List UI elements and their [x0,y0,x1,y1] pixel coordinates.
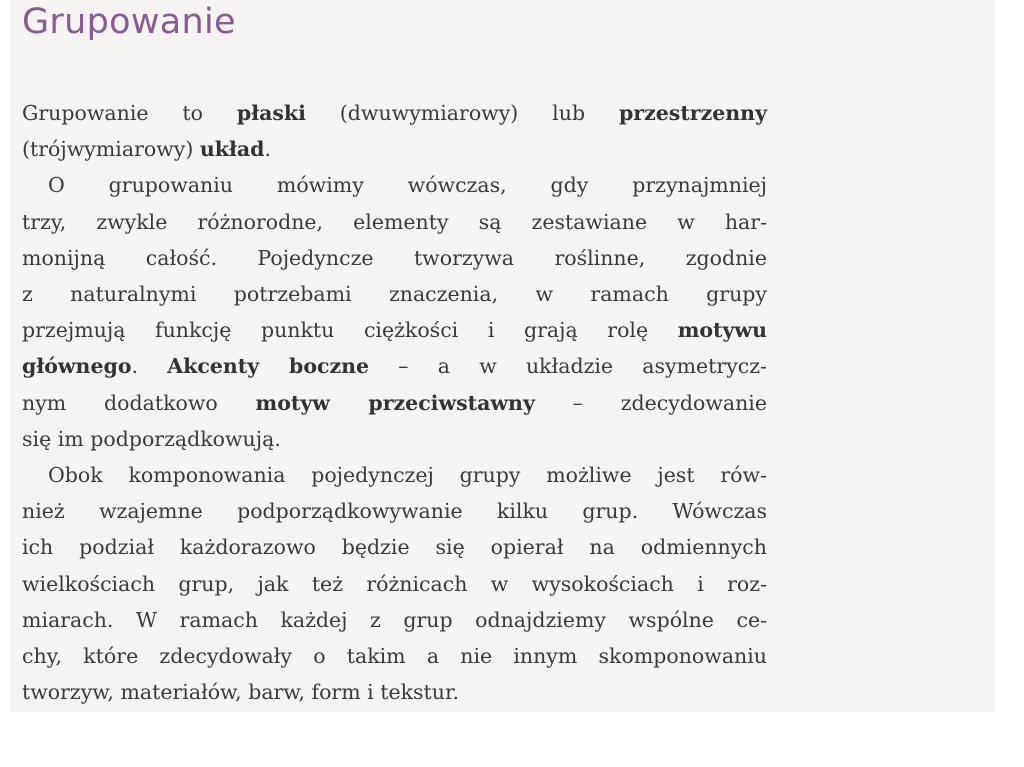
text-line: O grupowaniu mówimy wówczas, gdy przynajmniej [48,173,767,198]
paragraph-definition [22,95,767,167]
bold-term: przestrzenny [618,101,767,125]
text-line [22,348,767,384]
bold-term: motywu [677,318,767,343]
bold-term: motyw przeciwstawny [255,390,535,415]
text-line: wielkościach grup, jak też różnicach w wysokościach i roz- [22,571,767,596]
page-title: Grupowanie [22,2,236,42]
text-run: . [131,354,168,379]
text-run: . [264,137,272,162]
text-run: – a w układzie asymetrycz- [369,354,767,379]
text-line [22,312,767,348]
text-run: nym dodatkowo [22,390,256,415]
text-line: ich podział każdorazowo będzie się opierał na odmiennych [22,535,767,560]
text-line: nież wzajemne podporządkowywanie kilku grup. Wówczas [22,499,767,524]
text-line: trzy, zwykle różnorodne, elementy są zestawiane w har- [22,209,767,234]
bold-term: głównego [22,354,132,379]
text-line: miarach. W ramach każdej z grup odnajdziemy wspólne ce- [22,607,767,632]
bold-term: układ [199,137,265,162]
bold-term: płaski [236,101,306,125]
text-line: Obok komponowania pojedynczej grupy możliwe jest rów- [48,463,767,488]
paragraph-multiple-groups [22,457,767,710]
text-line [22,95,767,131]
text-line: tworzyw, materiałów, barw, form i tekstur. [22,680,460,705]
bold-term: Akcenty boczne [167,354,370,379]
text-run: (dwuwymiarowy) lub [305,101,619,125]
paragraph-description [22,167,767,457]
text-run: Grupowanie to [22,101,237,125]
text-line: z naturalnymi potrzebami znaczenia, w ramach grupy [22,282,767,307]
text-line: monijną całość. Pojedyncze tworzywa roślinne, zgodnie [22,245,767,270]
text-run: – zdecydowanie [534,390,767,415]
text-run: (trójwymiarowy) [22,137,200,162]
text-run: przejmują funkcję punktu ciężkości i grają rolę [22,318,678,343]
text-line: się im podporządkowują. [22,426,281,451]
text-line: chy, które zdecydowały o takim a nie innym skomponowaniu [22,644,767,669]
body-text [22,95,767,710]
text-line [22,131,767,167]
text-line [22,385,767,421]
